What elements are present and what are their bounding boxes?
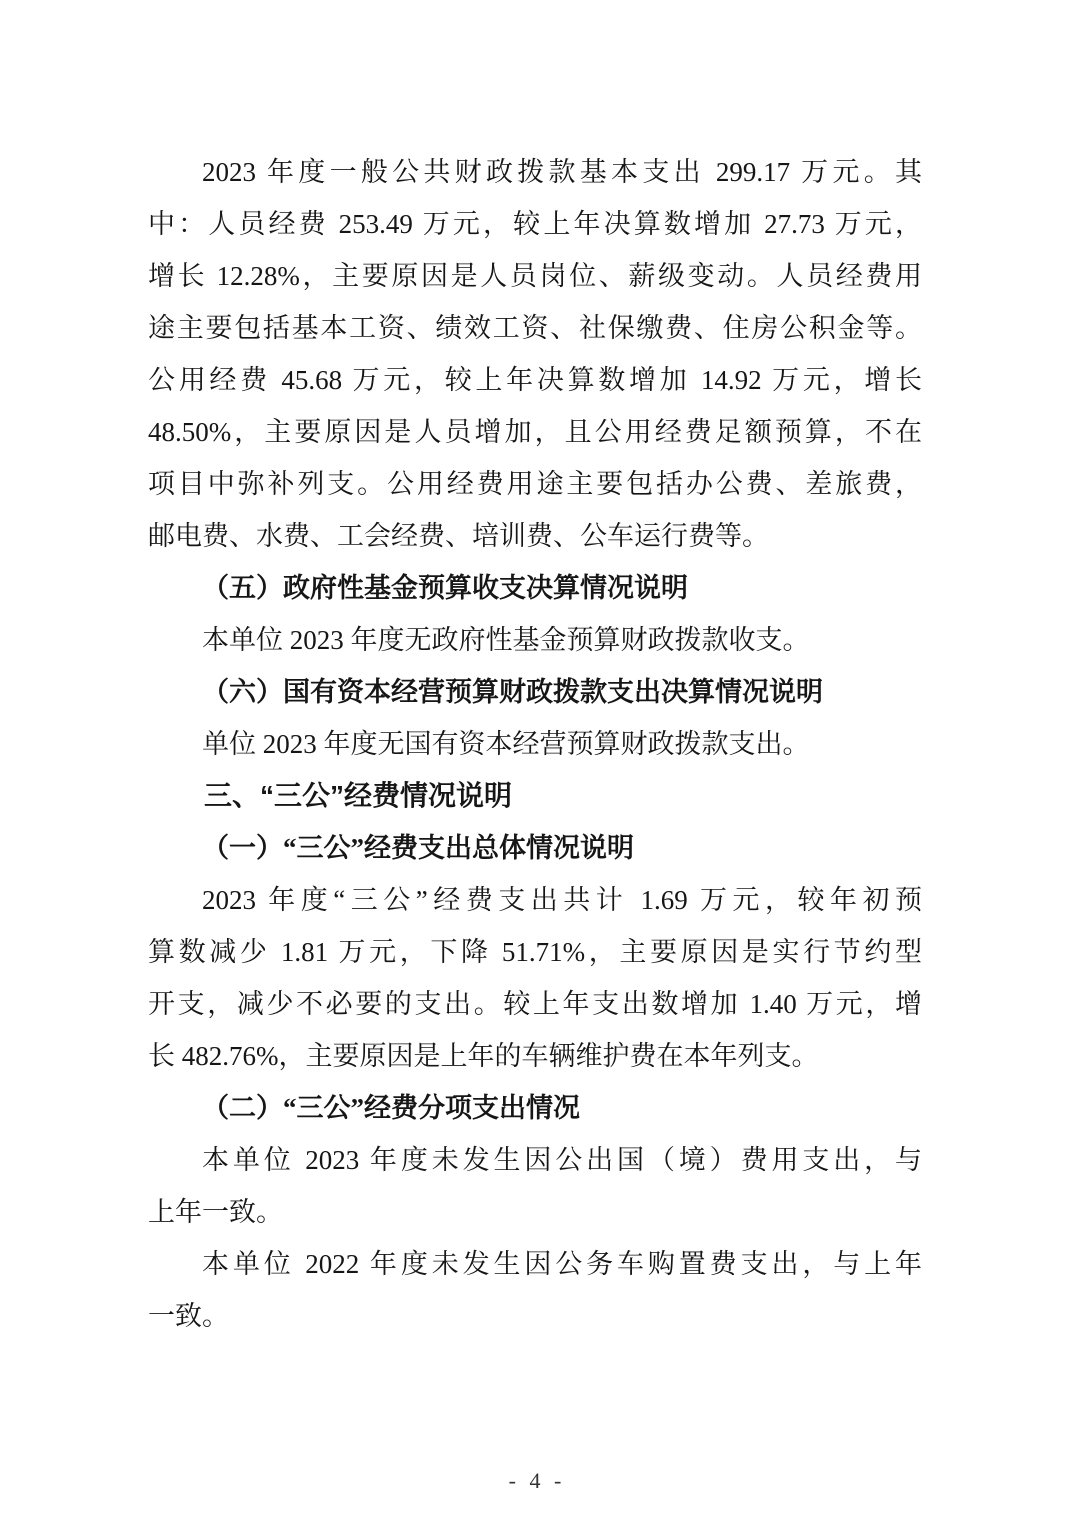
heading-subsection-1: （一）“三公”经费支出总体情况说明 — [202, 833, 634, 863]
body-line-18: 长 482.76%，主要原因是上年的车辆维护费在本年列支。 — [148, 1041, 819, 1071]
heading-section-5: （五）政府性基金预算收支决算情况说明 — [202, 573, 688, 603]
body-line-16: 算数减少 1.81 万元，下降 51.71%，主要原因是实行节约型 — [148, 937, 922, 967]
body-line-20: 本单位 2023 年度未发生因公出国（境）费用支出，与 — [202, 1145, 922, 1175]
body-line-3: 增长 12.28%，主要原因是人员岗位、薪级变动。人员经费用 — [148, 261, 922, 291]
body-line-6: 48.50%，主要原因是人员增加，且公用经费足额预算，不在 — [148, 417, 922, 447]
body-line-17: 开支，减少不必要的支出。较上年支出数增加 1.40 万元，增 — [148, 989, 922, 1019]
body-line-2: 中：人员经费 253.49 万元，较上年决算数增加 27.73 万元， — [148, 209, 922, 239]
body-line-21: 上年一致。 — [148, 1197, 283, 1227]
document-content — [148, 146, 922, 1342]
body-line-7: 项目中弥补列支。公用经费用途主要包括办公费、差旅费， — [148, 469, 922, 499]
page-footer — [0, 1468, 1074, 1494]
heading-section-three: 三、“三公”经费情况说明 — [204, 780, 513, 811]
body-line-22: 本单位 2022 年度未发生因公务车购置费支出，与上年 — [202, 1249, 922, 1279]
body-line-8: 邮电费、水费、工会经费、培训费、公车运行费等。 — [148, 521, 769, 551]
page-number: - 4 - — [508, 1468, 566, 1493]
body-line-10: 本单位 2023 年度无政府性基金预算财政拨款收支。 — [202, 625, 810, 655]
heading-section-6: （六）国有资本经营预算财政拨款支出决算情况说明 — [202, 677, 823, 707]
body-line-12: 单位 2023 年度无国有资本经营预算财政拨款支出。 — [202, 729, 810, 759]
body-line-23: 一致。 — [148, 1301, 229, 1331]
heading-subsection-2: （二）“三公”经费分项支出情况 — [202, 1093, 580, 1123]
body-line-4: 途主要包括基本工资、绩效工资、社保缴费、住房公积金等。 — [148, 313, 922, 343]
body-line-5: 公用经费 45.68 万元，较上年决算数增加 14.92 万元，增长 — [148, 365, 922, 395]
body-line-1: 2023 年度一般公共财政拨款基本支出 299.17 万元。其 — [202, 157, 922, 187]
body-line-15: 2023 年度“三公”经费支出共计 1.69 万元，较年初预 — [202, 885, 922, 915]
